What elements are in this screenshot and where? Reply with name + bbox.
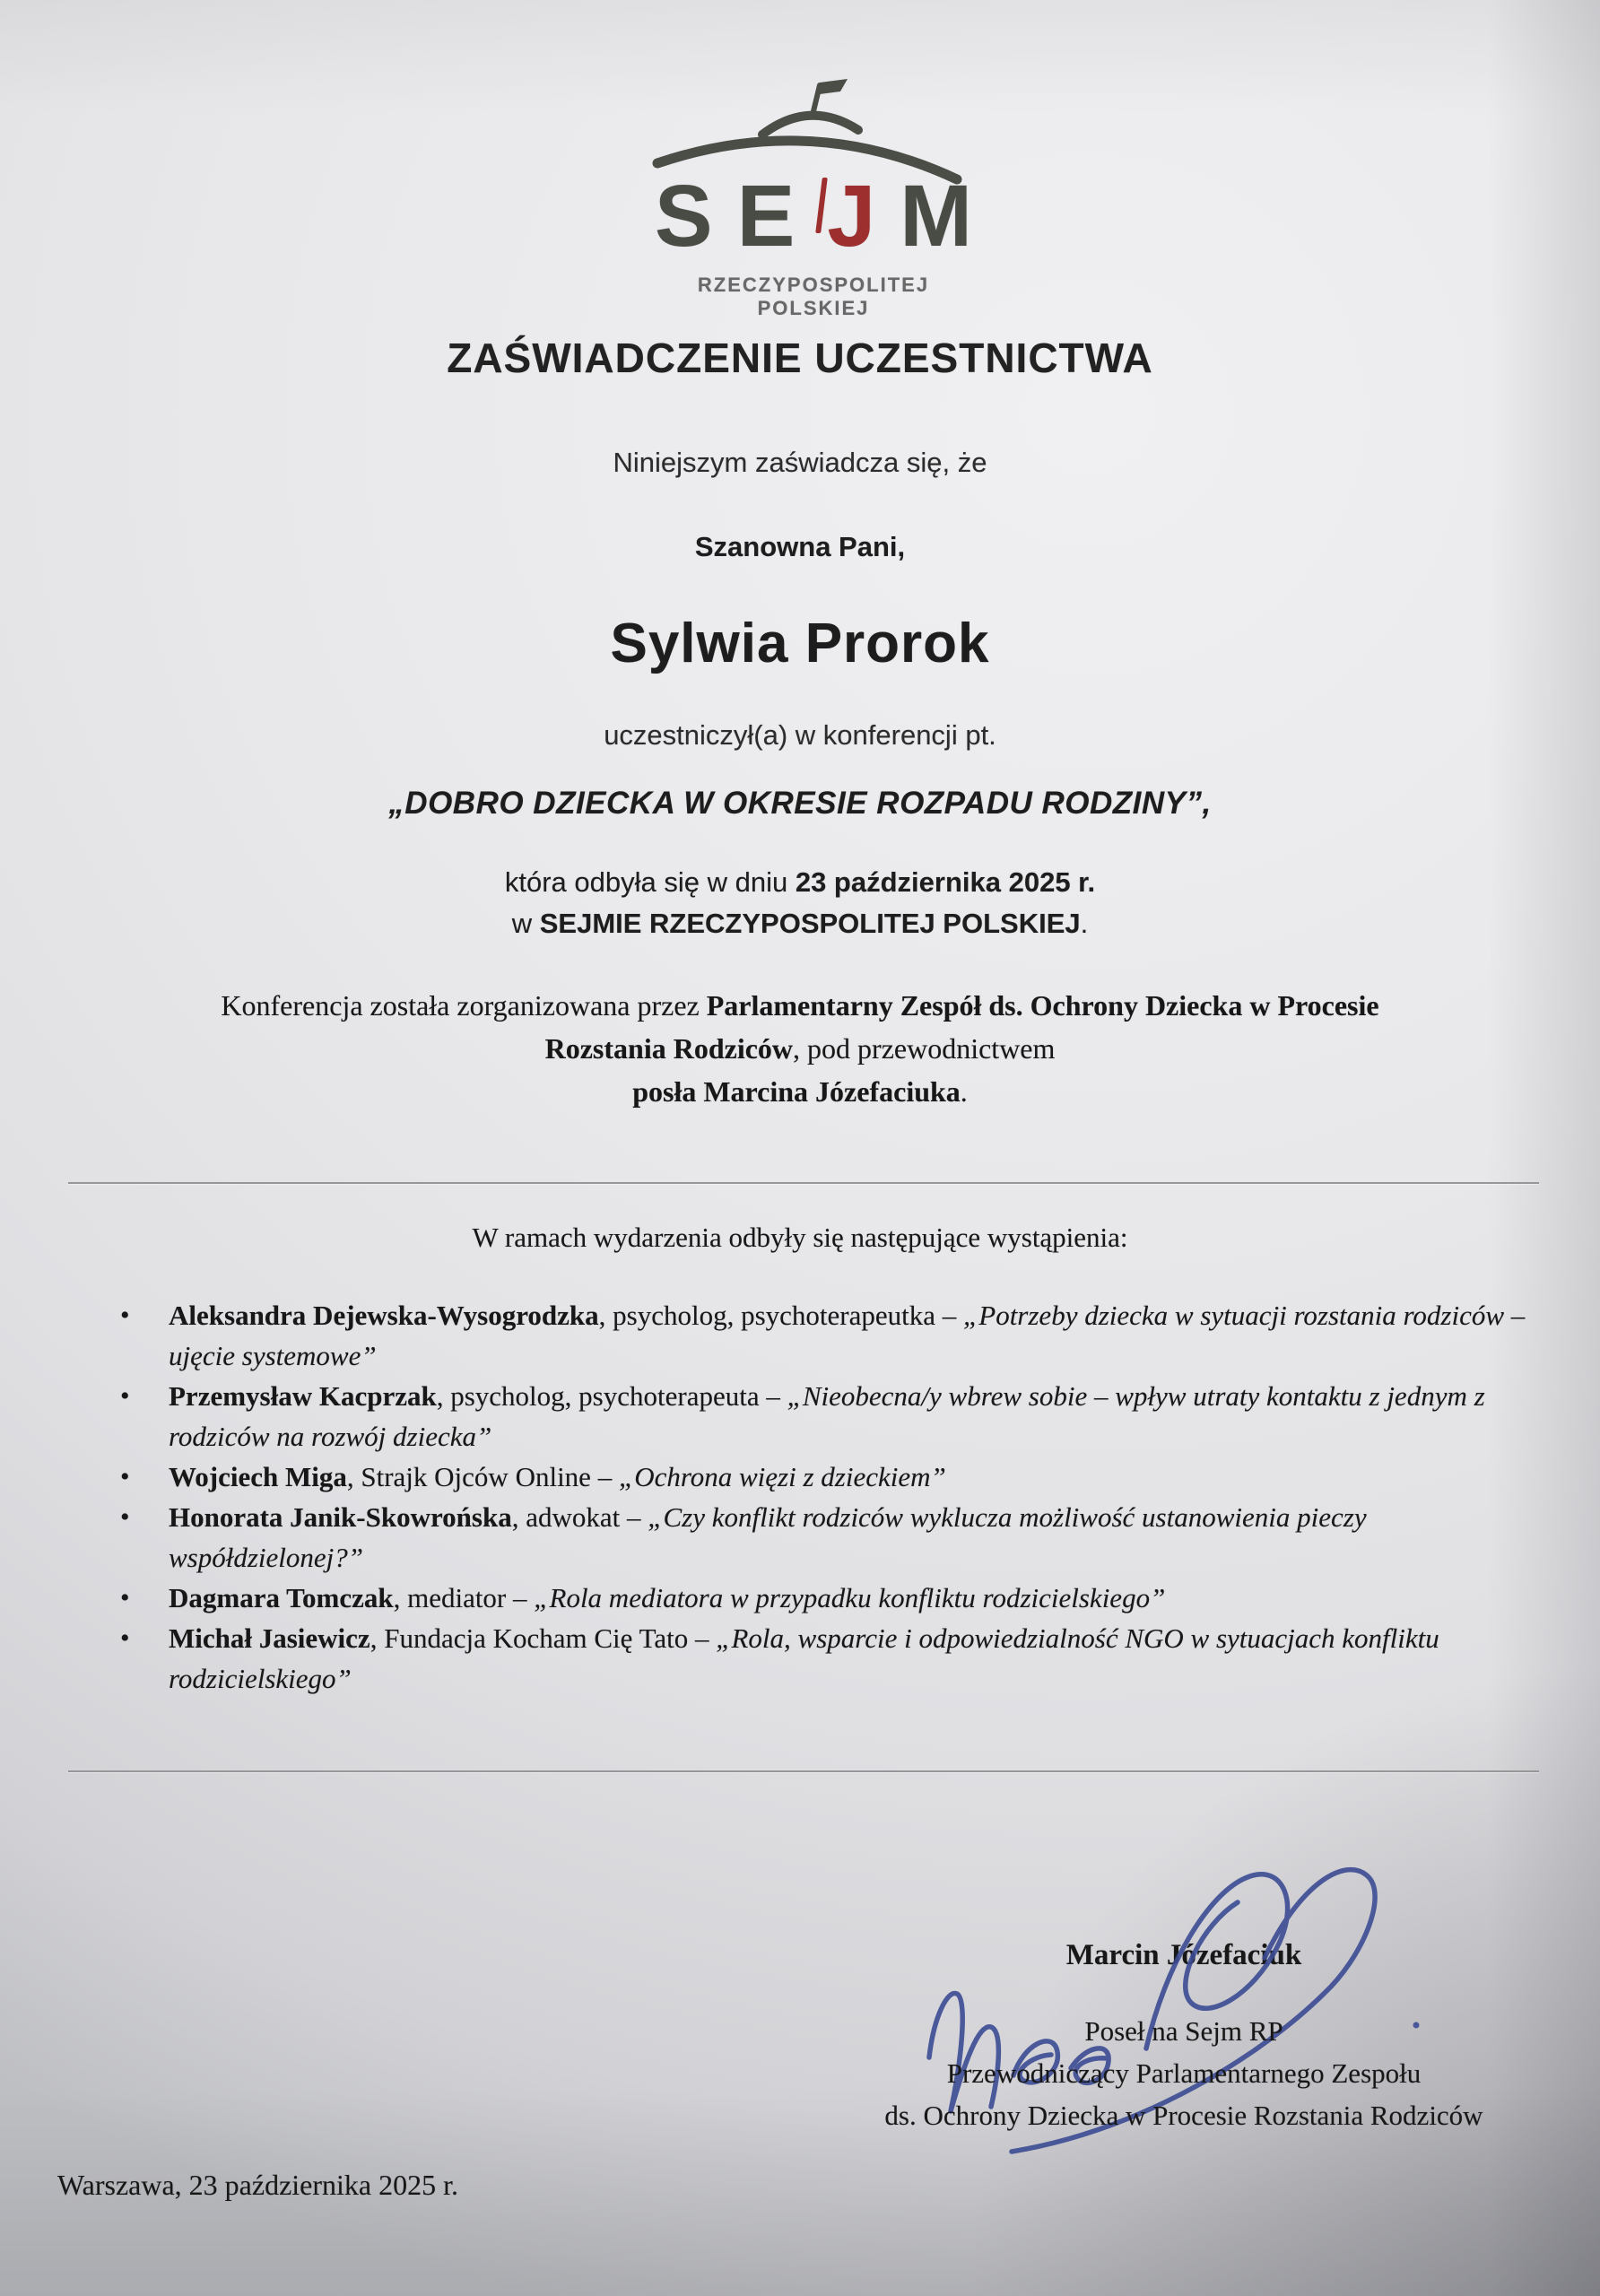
organizer-line-1: Konferencja została zorganizowana przez Parlamentarny Zespół ds. Ochrony Dziecka w Procesie [221, 989, 1379, 1022]
organizer-line-3: posła Marcina Józefaciuka. [632, 1075, 968, 1108]
conference-venue: SEJMIE RZECZYPOSPOLITEJ POLSKIEJ [539, 908, 1081, 939]
logo-letter-e: E [736, 167, 796, 265]
bullet-dot-icon: • [120, 1502, 130, 1532]
speaker-item [109, 1618, 1568, 1699]
bullet-dot-icon: • [120, 1623, 130, 1653]
speaker-role: , Strajk Ojców Online – [346, 1461, 619, 1492]
bullet-dot-icon: • [120, 1583, 130, 1613]
sejm-wordmark [643, 167, 984, 265]
speaker-name: Wojciech Miga [169, 1461, 347, 1492]
speaker-role: , adwokat – [511, 1501, 648, 1533]
salutation: Szanowna Pani, [694, 531, 906, 562]
speaker-item [109, 1295, 1568, 1376]
speaker-talk-title: „Czy konflikt rodziców wyklucza możliwość ustanowienia pieczy współdzielonej?” [169, 1501, 1367, 1573]
speaker-item [109, 1578, 1568, 1618]
signer-title-line-1: Poseł na Sejm RP [1084, 2015, 1283, 2047]
speaker-role: , Fundacja Kocham Cię Tato – [370, 1622, 717, 1654]
bullet-dot-icon: • [120, 1462, 130, 1492]
document-title: ZAŚWIADCZENIE UCZESTNICTWA [447, 335, 1153, 381]
divider-bottom [68, 1770, 1539, 1772]
signer-name: Marcin Józefaciuk [1065, 1939, 1302, 1971]
speakers-list [109, 1295, 1568, 1699]
speaker-talk-title: „Rola, wsparcie i odpowiedzialność NGO w sytuacjach konfliktu rodzicielskiego” [169, 1622, 1439, 1694]
speaker-name: Aleksandra Dejewska-Wysogrodzka [169, 1300, 599, 1331]
speaker-role: , psycholog, psychoterapeutka – [598, 1300, 964, 1331]
signer-title-line-3: ds. Ochrony Dziecka w Procesie Rozstania Rodziców [884, 2100, 1483, 2131]
bullet-dot-icon: • [120, 1300, 130, 1330]
logo-letter-m: M [900, 167, 973, 265]
organizer-paragraph [0, 984, 1600, 1113]
logo-subtext: RZECZYPOSPOLITEJ POLSKIEJ [697, 274, 930, 319]
conference-venue-line: w SEJMIE RZECZYPOSPOLITEJ POLSKIEJ. [511, 908, 1089, 939]
speaker-talk-title: „Ochrona więzi z dzieckiem” [618, 1461, 946, 1492]
speaker-name: Michał Jasiewicz [169, 1622, 370, 1654]
speaker-item [109, 1497, 1568, 1578]
conference-title: „DOBRO DZIECKA W OKRESIE ROZPADU RODZINY”, [388, 786, 1212, 821]
logo-letter-j: J [819, 172, 875, 259]
speaker-talk-title: „Nieobecna/y wbrew sobie – wpływ utraty kontaktu z jednym z rodziców na rozwój dziecka” [169, 1380, 1485, 1452]
speaker-role: , mediator – [393, 1582, 535, 1613]
organizer-line-2: Rozstania Rodziców, pod przewodnictwem [544, 1032, 1056, 1065]
speaker-item [109, 1457, 1568, 1497]
sejm-logo [643, 79, 984, 320]
certify-line: Niniejszym zaświadcza się, że [613, 447, 987, 478]
bullet-dot-icon: • [120, 1381, 130, 1411]
logo-letter-s: S [654, 167, 713, 265]
agenda-heading: W ramach wydarzenia odbyły się następujące wystąpienia: [472, 1222, 1128, 1253]
signer-title-line-2: Przewodniczący Parlamentarnego Zespołu [946, 2057, 1422, 2089]
speaker-talk-title: „Potrzeby dziecka w sytuacji rozstania rodziców – ujęcie systemowe” [169, 1300, 1526, 1371]
participation-line: uczestniczył(a) w konferencji pt. [604, 719, 996, 751]
speaker-name: Dagmara Tomczak [169, 1582, 394, 1613]
speaker-item [109, 1376, 1568, 1457]
conference-date-line: która odbyła się w dniu 23 października 2025 r. [504, 866, 1096, 898]
participant-name: Sylwia Prorok [610, 613, 990, 674]
divider-top [68, 1182, 1539, 1184]
speaker-name: Przemysław Kacprzak [169, 1380, 437, 1412]
place-and-date: Warszawa, 23 października 2025 r. [57, 2169, 459, 2201]
speaker-role: , psycholog, psychoterapeuta – [436, 1380, 787, 1412]
speaker-name: Honorata Janik-Skowrońska [169, 1501, 512, 1533]
speaker-talk-title: „Rola mediatora w przypadku konfliktu rodzicielskiego” [534, 1582, 1166, 1613]
conference-date: 23 października 2025 r. [795, 866, 1096, 898]
